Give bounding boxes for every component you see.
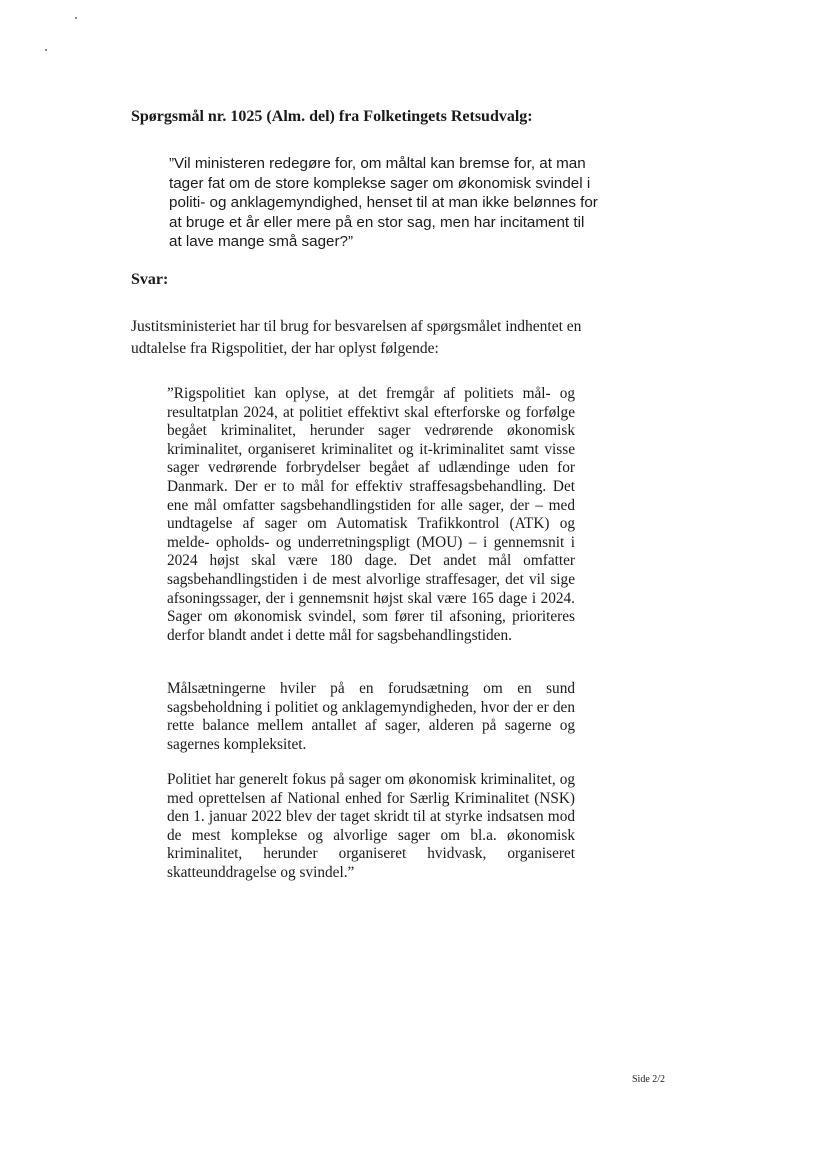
quote-paragraph: ”Rigspolitiet kan oplyse, at det fremgår af politiets mål- og resultatplan 2024, at politiet effektivt skal efterforske og forfølge begået kriminalitet, herunder sager vedrørende økonomisk kriminalitet, organiseret kriminalitet og it-kriminalitet samt visse sager vedrørende forbrydelser begået af udlændinge uden for Danmark. Der er to mål for effektiv straffesagsbehandling. Det ene mål omfatter sagsbehandlingstiden for alle sager, der – med undtagelse af sager om Automatisk Trafikkontrol (ATK) og melde- opholds- og underretningspligt (MOU) – i gennemsnit i 2024 højst skal være 180 dage. Det andet mål omfatter sagsbehandlingstiden i de mest alvorlige straffesager, det vil sige afsoningssager, der i gennemsnit højst skal være 165 dage i 2024. Sager om økonomisk svindel, som fører til afsoning, prioriteres derfor blandt andet i dette mål for sagsbehandlingstiden. (167, 385, 575, 644)
answer-intro: Justitsministeriet har til brug for besvarelsen af spørgsmålet indhentet en udtalelse fra Rigspolitiet, der har oplyst følgende: (131, 318, 582, 357)
question-text: ”Vil ministeren redegøre for, om måltal kan bremse for, at man tager fat om de store komplekse sager om økonomisk svindel i politi- og anklagemyndighed, henset til at man ikke belønnes for at bruge et år eller mere på en stor sag, men har incitament til at lave mange små sager?” (169, 155, 598, 250)
scan-speck (45, 49, 47, 51)
quote-paragraph: Politiet har generelt fokus på sager om økonomisk kriminalitet, og med oprettelsen af National enhed for Særlig Kriminalitet (NSK) den 1. januar 2022 blev der taget skridt til at styrke indsatsen mod de mest komplekse og alvorlige sager om bl.a. økonomisk kriminalitet, herunder organiseret hvidvask, organiseret skatteunddragelse og svindel.” (167, 771, 575, 881)
scan-speck (75, 17, 77, 19)
question-heading: Spørgsmål nr. 1025 (Alm. del) fra Folketingets Retsudvalg: (131, 108, 533, 125)
quote-paragraph: Målsætningerne hviler på en forudsætning om en sund sagsbeholdning i politiet og anklagemyndigheden, hvor der er den rette balance mellem antallet af sager, alderen på sagerne og sagernes kompleksitet. (167, 680, 575, 753)
answer-label: Svar: (131, 271, 169, 288)
page-number: Side 2/2 (632, 1074, 666, 1085)
